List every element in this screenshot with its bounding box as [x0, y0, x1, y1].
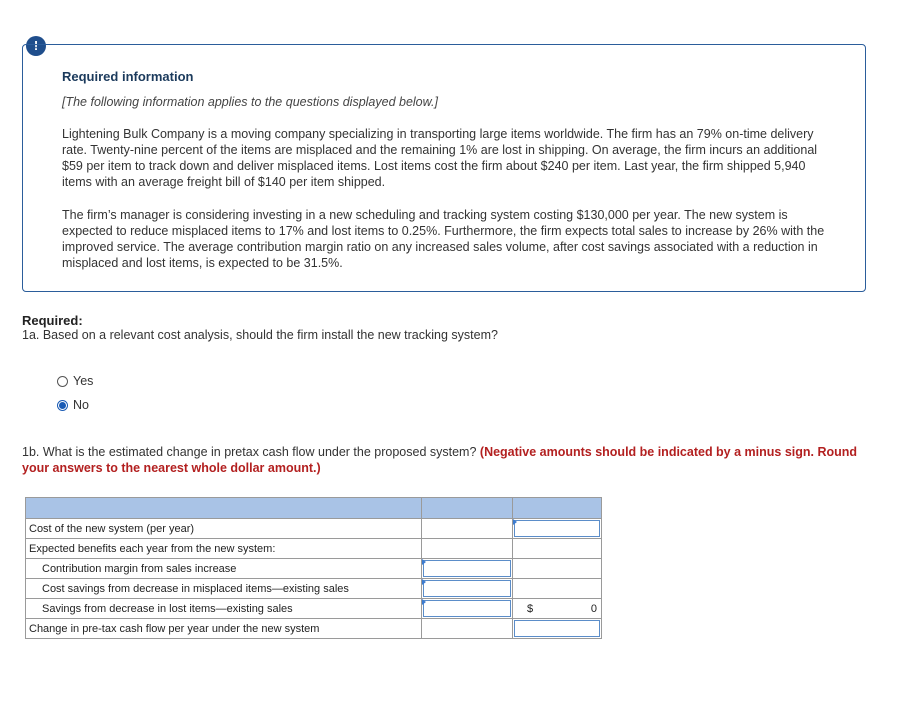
row-label: Expected benefits each year from the new system: — [26, 539, 422, 559]
table-row — [26, 559, 602, 579]
table-row — [26, 599, 602, 619]
table-row — [26, 539, 602, 559]
row-label: Contribution margin from sales increase — [26, 559, 422, 579]
question-1a: 1a. Based on a relevant cost analysis, should the firm install the new tracking system? — [22, 328, 498, 342]
misplaced-savings-input[interactable] — [422, 579, 513, 599]
table-row — [26, 579, 602, 599]
info-paragraph-2: The firm’s manager is considering investing in a new scheduling and tracking system costing $130,000 per year. The new system is expected to reduce misplaced items to 17% and lost items to 0.25%. Furthermore, the firm expects total sales to increase by 26% with the improved service. The average contribution margin ratio on any increased sales volume, after cost savings associated with a reduction in misplaced and lost items, is expected to be 31.5%. — [62, 208, 825, 270]
row-label: Cost savings from decrease in misplaced items—existing sales — [26, 579, 422, 599]
contribution-margin-input[interactable] — [422, 559, 513, 579]
cash-flow-table — [25, 497, 602, 639]
question-1b-note: (Negative amounts should be indicated by a minus sign. Round your answers to the nearest whole dollar amount.) — [22, 445, 858, 475]
cost-new-system-input[interactable] — [513, 519, 602, 539]
option-no[interactable] — [57, 398, 89, 412]
row-label: Cost of the new system (per year) — [26, 519, 422, 539]
required-label: Required: — [22, 313, 83, 328]
lost-savings-total — [513, 599, 602, 619]
radio-no[interactable] — [57, 400, 68, 411]
required-information-box — [22, 44, 866, 292]
table-header-row — [26, 498, 602, 519]
question-1b — [22, 444, 882, 476]
currency-symbol: $ — [527, 603, 534, 615]
info-subtitle: [The following information applies to the questions displayed below.] — [62, 95, 438, 109]
lost-savings-value: 0 — [590, 603, 597, 615]
table-row — [26, 619, 602, 639]
radio-yes[interactable] — [57, 376, 68, 387]
row-label: Change in pre-tax cash flow per year under the new system — [26, 619, 422, 639]
option-yes-label: Yes — [73, 374, 94, 388]
option-no-label: No — [73, 398, 89, 412]
row-label: Savings from decrease in lost items—existing sales — [26, 599, 422, 619]
table-row — [26, 519, 602, 539]
alert-icon: ! — [26, 36, 46, 56]
info-title: Required information — [62, 69, 194, 84]
change-pretax-cash-flow-input[interactable] — [513, 619, 602, 639]
lost-savings-input[interactable] — [422, 599, 513, 619]
question-1b-text: 1b. What is the estimated change in pretax cash flow under the proposed system? — [22, 445, 480, 459]
option-yes[interactable] — [57, 374, 93, 388]
info-paragraph-1: Lightening Bulk Company is a moving company specializing in transporting large items worldwide. The firm has an 79% on-time delivery rate. Twenty-nine percent of the items are misplaced and the remaining 1% are lost in shipping. On average, the firm incurs an additional $59 per item to track down and deliver misplaced items. Lost items cost the firm about $240 per item. Last year, the firm shipped 5,940 items with an average freight bill of $140 per item shipped. — [62, 127, 818, 189]
